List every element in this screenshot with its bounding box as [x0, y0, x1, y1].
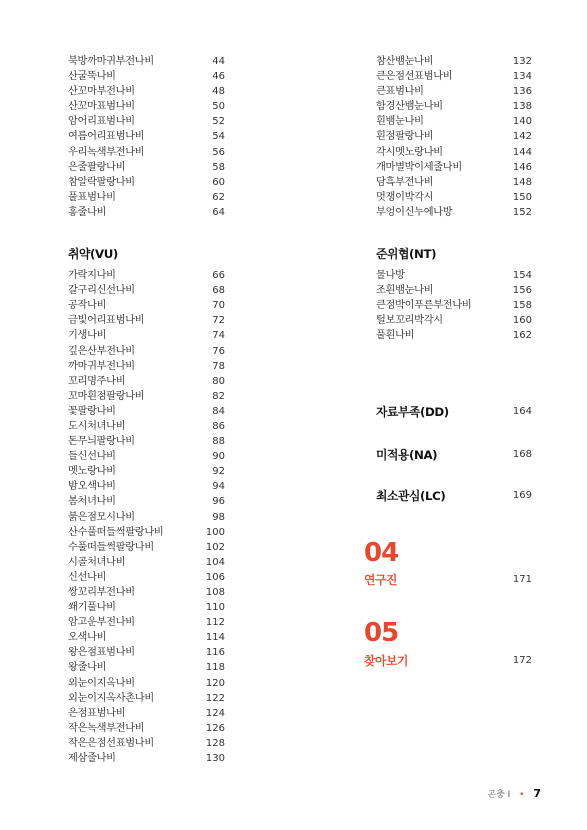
page-footer	[487, 787, 541, 800]
toc-entry[interactable]	[68, 540, 225, 555]
nt-heading: 준위협(NT)	[376, 247, 437, 262]
na-section[interactable]	[376, 446, 532, 463]
left-vu-list	[68, 268, 225, 766]
toc-entry-name: 부엉이신누에나방	[376, 206, 453, 218]
toc-entry-page: 104	[205, 556, 225, 568]
toc-entry-name: 꼬마흰점팔랑나비	[68, 390, 145, 402]
toc-entry-page: 118	[205, 662, 225, 674]
toc-entry-name: 외눈이지옥사촌나비	[68, 692, 154, 704]
toc-entry[interactable]	[376, 129, 532, 144]
toc-entry-name: 가락지나비	[68, 270, 116, 282]
toc-entry[interactable]	[68, 69, 225, 84]
toc-entry-page: 98	[212, 511, 225, 523]
toc-entry[interactable]	[68, 84, 225, 99]
toc-entry-name: 깊은산부전나비	[68, 345, 135, 357]
toc-entry-name: 공작나비	[68, 300, 107, 312]
toc-entry-page: 112	[205, 617, 225, 629]
toc-entry-page: 86	[212, 420, 225, 432]
left-top-list	[68, 54, 225, 220]
toc-entry[interactable]	[68, 145, 225, 160]
toc-entry[interactable]	[68, 114, 225, 129]
toc-entry-name: 개마별박이세줄나비	[376, 161, 462, 173]
left-column	[68, 54, 225, 766]
toc-entry-page: 124	[205, 707, 225, 719]
toc-entry-name: 수풀떠들썩팔랑나비	[68, 541, 154, 553]
toc-entry[interactable]	[68, 525, 225, 540]
toc-entry-page: 68	[212, 285, 225, 297]
toc-entry[interactable]	[376, 175, 532, 190]
chapter-05-number: 05	[364, 618, 399, 648]
toc-entry-name: 쌍꼬리부전나비	[68, 587, 135, 598]
toc-entry-page: 100	[205, 526, 225, 538]
toc-entry[interactable]	[68, 570, 225, 585]
toc-entry-page: 122	[205, 692, 225, 704]
toc-entry-name: 참알락팔랑나비	[68, 176, 135, 188]
toc-entry[interactable]	[68, 691, 225, 706]
toc-entry[interactable]	[68, 449, 225, 464]
toc-entry-name: 왕줄나비	[68, 662, 107, 674]
toc-entry-name: 제삼줄나비	[68, 753, 116, 765]
toc-entry-name: 홍줄나비	[68, 206, 107, 218]
toc-entry[interactable]	[376, 114, 532, 129]
toc-entry-name: 산굴뚝나비	[68, 71, 116, 83]
toc-entry-name: 북방까마귀부전나비	[68, 56, 154, 67]
toc-entry-page: 64	[212, 206, 225, 218]
toc-entry-page: 144	[512, 146, 532, 158]
toc-entry-page: 162	[512, 330, 532, 342]
toc-entry-page: 130	[205, 753, 225, 765]
toc-entry-name: 왕은점표범나비	[68, 647, 135, 659]
toc-entry-name: 오색나비	[68, 632, 107, 644]
toc-entry-page: 156	[512, 285, 532, 297]
toc-entry[interactable]	[68, 283, 225, 298]
toc-entry-name: 우리녹색부전나비	[68, 146, 145, 158]
toc-entry-name: 갈구리신선나비	[68, 285, 135, 297]
toc-entry[interactable]	[376, 268, 532, 283]
toc-entry[interactable]	[68, 706, 225, 721]
chapter-04-page: 171	[512, 574, 532, 585]
toc-entry-name: 물나방	[376, 270, 405, 282]
toc-entry-page: 132	[512, 56, 532, 67]
dd-title: 자료부족(DD)	[376, 405, 449, 419]
toc-entry[interactable]	[68, 510, 225, 525]
toc-entry-page: 102	[205, 541, 225, 553]
toc-entry[interactable]	[68, 175, 225, 190]
toc-entry[interactable]	[376, 298, 532, 313]
toc-entry[interactable]	[68, 494, 225, 509]
toc-entry-name: 암고운부전나비	[68, 617, 135, 629]
toc-entry-name: 돈무늬팔랑나비	[68, 436, 135, 448]
toc-entry-page: 74	[212, 330, 225, 342]
toc-entry[interactable]	[68, 751, 225, 766]
toc-entry[interactable]	[68, 721, 225, 736]
lc-page: 169	[512, 490, 532, 501]
toc-entry[interactable]	[68, 645, 225, 660]
toc-entry-page: 50	[212, 101, 225, 113]
toc-entry-page: 82	[212, 390, 225, 402]
toc-entry-page: 92	[212, 466, 225, 478]
toc-entry-name: 산꼬마부전나비	[68, 86, 135, 98]
right-top-list	[376, 54, 532, 220]
toc-entry[interactable]	[376, 54, 532, 69]
toc-entry-page: 76	[212, 345, 225, 357]
toc-entry-name: 조흰뱀눈나비	[376, 285, 434, 297]
toc-entry-page: 120	[205, 677, 225, 689]
toc-entry[interactable]	[68, 298, 225, 313]
toc-entry[interactable]	[68, 404, 225, 419]
toc-entry-name: 큰표범나비	[376, 86, 424, 98]
toc-entry-name: 흰점팔랑나비	[376, 131, 434, 143]
toc-entry[interactable]	[68, 389, 225, 404]
toc-entry[interactable]	[68, 615, 225, 630]
toc-entry[interactable]	[376, 205, 532, 220]
toc-entry[interactable]	[376, 283, 532, 298]
toc-entry-name: 은점표범나비	[68, 707, 126, 719]
toc-entry-page: 46	[212, 71, 225, 83]
chapter-04-number: 04	[364, 538, 399, 568]
toc-entry[interactable]	[376, 328, 532, 343]
toc-entry[interactable]	[376, 84, 532, 99]
toc-entry-name: 기생나비	[68, 330, 107, 342]
toc-entry-page: 134	[512, 71, 532, 83]
toc-entry-page: 148	[512, 176, 532, 188]
dd-section[interactable]	[376, 403, 532, 420]
toc-entry[interactable]	[68, 313, 225, 328]
toc-entry-page: 138	[512, 101, 532, 113]
toc-entry-page: 114	[205, 632, 225, 644]
toc-entry-page: 96	[212, 496, 225, 508]
toc-entry-page: 70	[212, 300, 225, 312]
toc-entry[interactable]	[68, 190, 225, 205]
chapter-05-title: 찾아보기	[364, 654, 408, 668]
toc-entry-page: 154	[512, 270, 532, 282]
toc-entry-page: 84	[212, 405, 225, 417]
toc-entry-name: 작은은점선표범나비	[68, 737, 154, 749]
toc-entry-name: 신선나비	[68, 571, 107, 583]
toc-entry-page: 52	[212, 116, 225, 128]
toc-entry[interactable]	[68, 359, 225, 374]
toc-entry[interactable]	[68, 464, 225, 479]
toc-entry[interactable]	[68, 99, 225, 114]
toc-entry-name: 담흑부전나비	[376, 176, 434, 188]
vu-heading: 취약(VU)	[68, 247, 118, 262]
toc-entry-name: 들신선나비	[68, 451, 116, 463]
toc-entry[interactable]	[376, 145, 532, 160]
toc-entry-name: 작은녹색부전나비	[68, 722, 145, 734]
chapter-05-row[interactable]	[364, 652, 532, 669]
toc-entry-name: 시골처녀나비	[68, 556, 126, 568]
toc-entry[interactable]	[376, 160, 532, 175]
toc-entry-page: 136	[512, 86, 532, 98]
toc-entry-name: 밤오색나비	[68, 481, 116, 493]
toc-entry[interactable]	[68, 555, 225, 570]
toc-entry[interactable]	[68, 54, 225, 69]
toc-entry-page: 62	[212, 191, 225, 203]
toc-entry-name: 봄처녀나비	[68, 496, 116, 508]
toc-entry-page: 150	[512, 191, 532, 203]
toc-entry-page: 158	[512, 300, 532, 312]
toc-entry-page: 146	[512, 161, 532, 173]
na-page: 168	[512, 449, 532, 460]
toc-entry-name: 금빛어리표범나비	[68, 315, 145, 327]
toc-entry[interactable]	[68, 374, 225, 389]
toc-entry[interactable]	[68, 268, 225, 283]
toc-entry-page: 106	[205, 571, 225, 583]
toc-entry[interactable]	[68, 585, 225, 600]
toc-entry[interactable]	[68, 328, 225, 343]
toc-entry-name: 외눈이지옥나비	[68, 677, 135, 689]
toc-entry-page: 94	[212, 481, 225, 493]
chapter-04-row[interactable]	[364, 571, 532, 588]
toc-entry[interactable]	[68, 736, 225, 751]
toc-entry-page: 60	[212, 176, 225, 188]
toc-entry-name: 쐐기풀나비	[68, 602, 116, 614]
footer-separator: •	[519, 790, 525, 800]
toc-entry-page: 110	[205, 602, 225, 614]
toc-entry-page: 142	[512, 131, 532, 143]
toc-entry-page: 66	[212, 270, 225, 282]
toc-entry-page: 128	[205, 737, 225, 749]
toc-entry-name: 꼬리명주나비	[68, 375, 126, 387]
toc-entry[interactable]	[68, 660, 225, 675]
toc-entry-page: 72	[212, 315, 225, 327]
toc-entry-page: 44	[212, 56, 225, 67]
toc-entry-page: 54	[212, 131, 225, 143]
lc-title: 최소관심(LC)	[376, 489, 446, 503]
toc-entry-page: 140	[512, 116, 532, 128]
toc-entry[interactable]	[68, 419, 225, 434]
toc-entry-name: 큰점박이푸른부전나비	[376, 300, 472, 312]
toc-entry-page: 78	[212, 360, 225, 372]
right-nt-list	[376, 268, 532, 343]
toc-entry-name: 멧노랑나비	[68, 466, 116, 478]
toc-entry-name: 붉은점모시나비	[68, 511, 135, 523]
page-number: 7	[533, 787, 541, 800]
toc-entry[interactable]	[68, 434, 225, 449]
lc-section[interactable]	[376, 487, 532, 504]
toc-entry[interactable]	[68, 479, 225, 494]
toc-entry-page: 126	[205, 722, 225, 734]
toc-entry-name: 흰뱀눈나비	[376, 116, 424, 128]
footer-label: 곤충 I	[487, 790, 511, 800]
chapter-05-page: 172	[512, 655, 532, 666]
toc-entry-name: 여름어리표범나비	[68, 131, 145, 143]
toc-entry-name: 풀흰나비	[376, 330, 415, 342]
toc-entry-page: 80	[212, 375, 225, 387]
toc-entry-name: 각시멧노랑나비	[376, 146, 443, 158]
na-title: 미적용(NA)	[376, 448, 438, 462]
toc-entry-name: 함경산뱀눈나비	[376, 101, 443, 113]
toc-entry[interactable]	[68, 600, 225, 615]
toc-entry[interactable]	[68, 205, 225, 220]
toc-entry[interactable]	[68, 160, 225, 175]
toc-entry-name: 멋쟁이박각시	[376, 191, 434, 203]
toc-entry-name: 꽃팔랑나비	[68, 405, 116, 417]
toc-entry[interactable]	[68, 129, 225, 144]
toc-entry[interactable]	[376, 313, 532, 328]
toc-entry-name: 은줄팔랑나비	[68, 161, 126, 173]
toc-entry-name: 산꼬마표범나비	[68, 101, 135, 113]
toc-entry[interactable]	[68, 344, 225, 359]
toc-entry-name: 산수풀떠들썩팔랑나비	[68, 526, 164, 538]
toc-entry[interactable]	[376, 190, 532, 205]
toc-entry[interactable]	[68, 630, 225, 645]
toc-entry[interactable]	[68, 676, 225, 691]
dd-page: 164	[512, 406, 532, 417]
toc-entry-name: 참산뱀눈나비	[376, 56, 434, 67]
toc-entry-name: 도시처녀나비	[68, 420, 126, 432]
toc-entry-page: 152	[512, 206, 532, 218]
right-column	[376, 54, 532, 344]
toc-entry[interactable]	[376, 99, 532, 114]
toc-entry-page: 90	[212, 451, 225, 463]
toc-entry-name: 털보꼬리박각시	[376, 315, 443, 327]
toc-entry-page: 56	[212, 146, 225, 158]
toc-entry-page: 48	[212, 86, 225, 98]
toc-entry-name: 풀표범나비	[68, 191, 116, 203]
chapter-04-title: 연구진	[364, 573, 397, 587]
toc-entry-page: 108	[205, 587, 225, 598]
toc-entry-name: 암어리표범나비	[68, 116, 135, 128]
toc-entry[interactable]	[376, 69, 532, 84]
toc-entry-page: 58	[212, 161, 225, 173]
toc-entry-page: 88	[212, 436, 225, 448]
toc-entry-page: 116	[205, 647, 225, 659]
toc-entry-name: 큰은점선표범나비	[376, 71, 453, 83]
toc-entry-page: 160	[512, 315, 532, 327]
toc-entry-name: 까마귀부전나비	[68, 360, 135, 372]
